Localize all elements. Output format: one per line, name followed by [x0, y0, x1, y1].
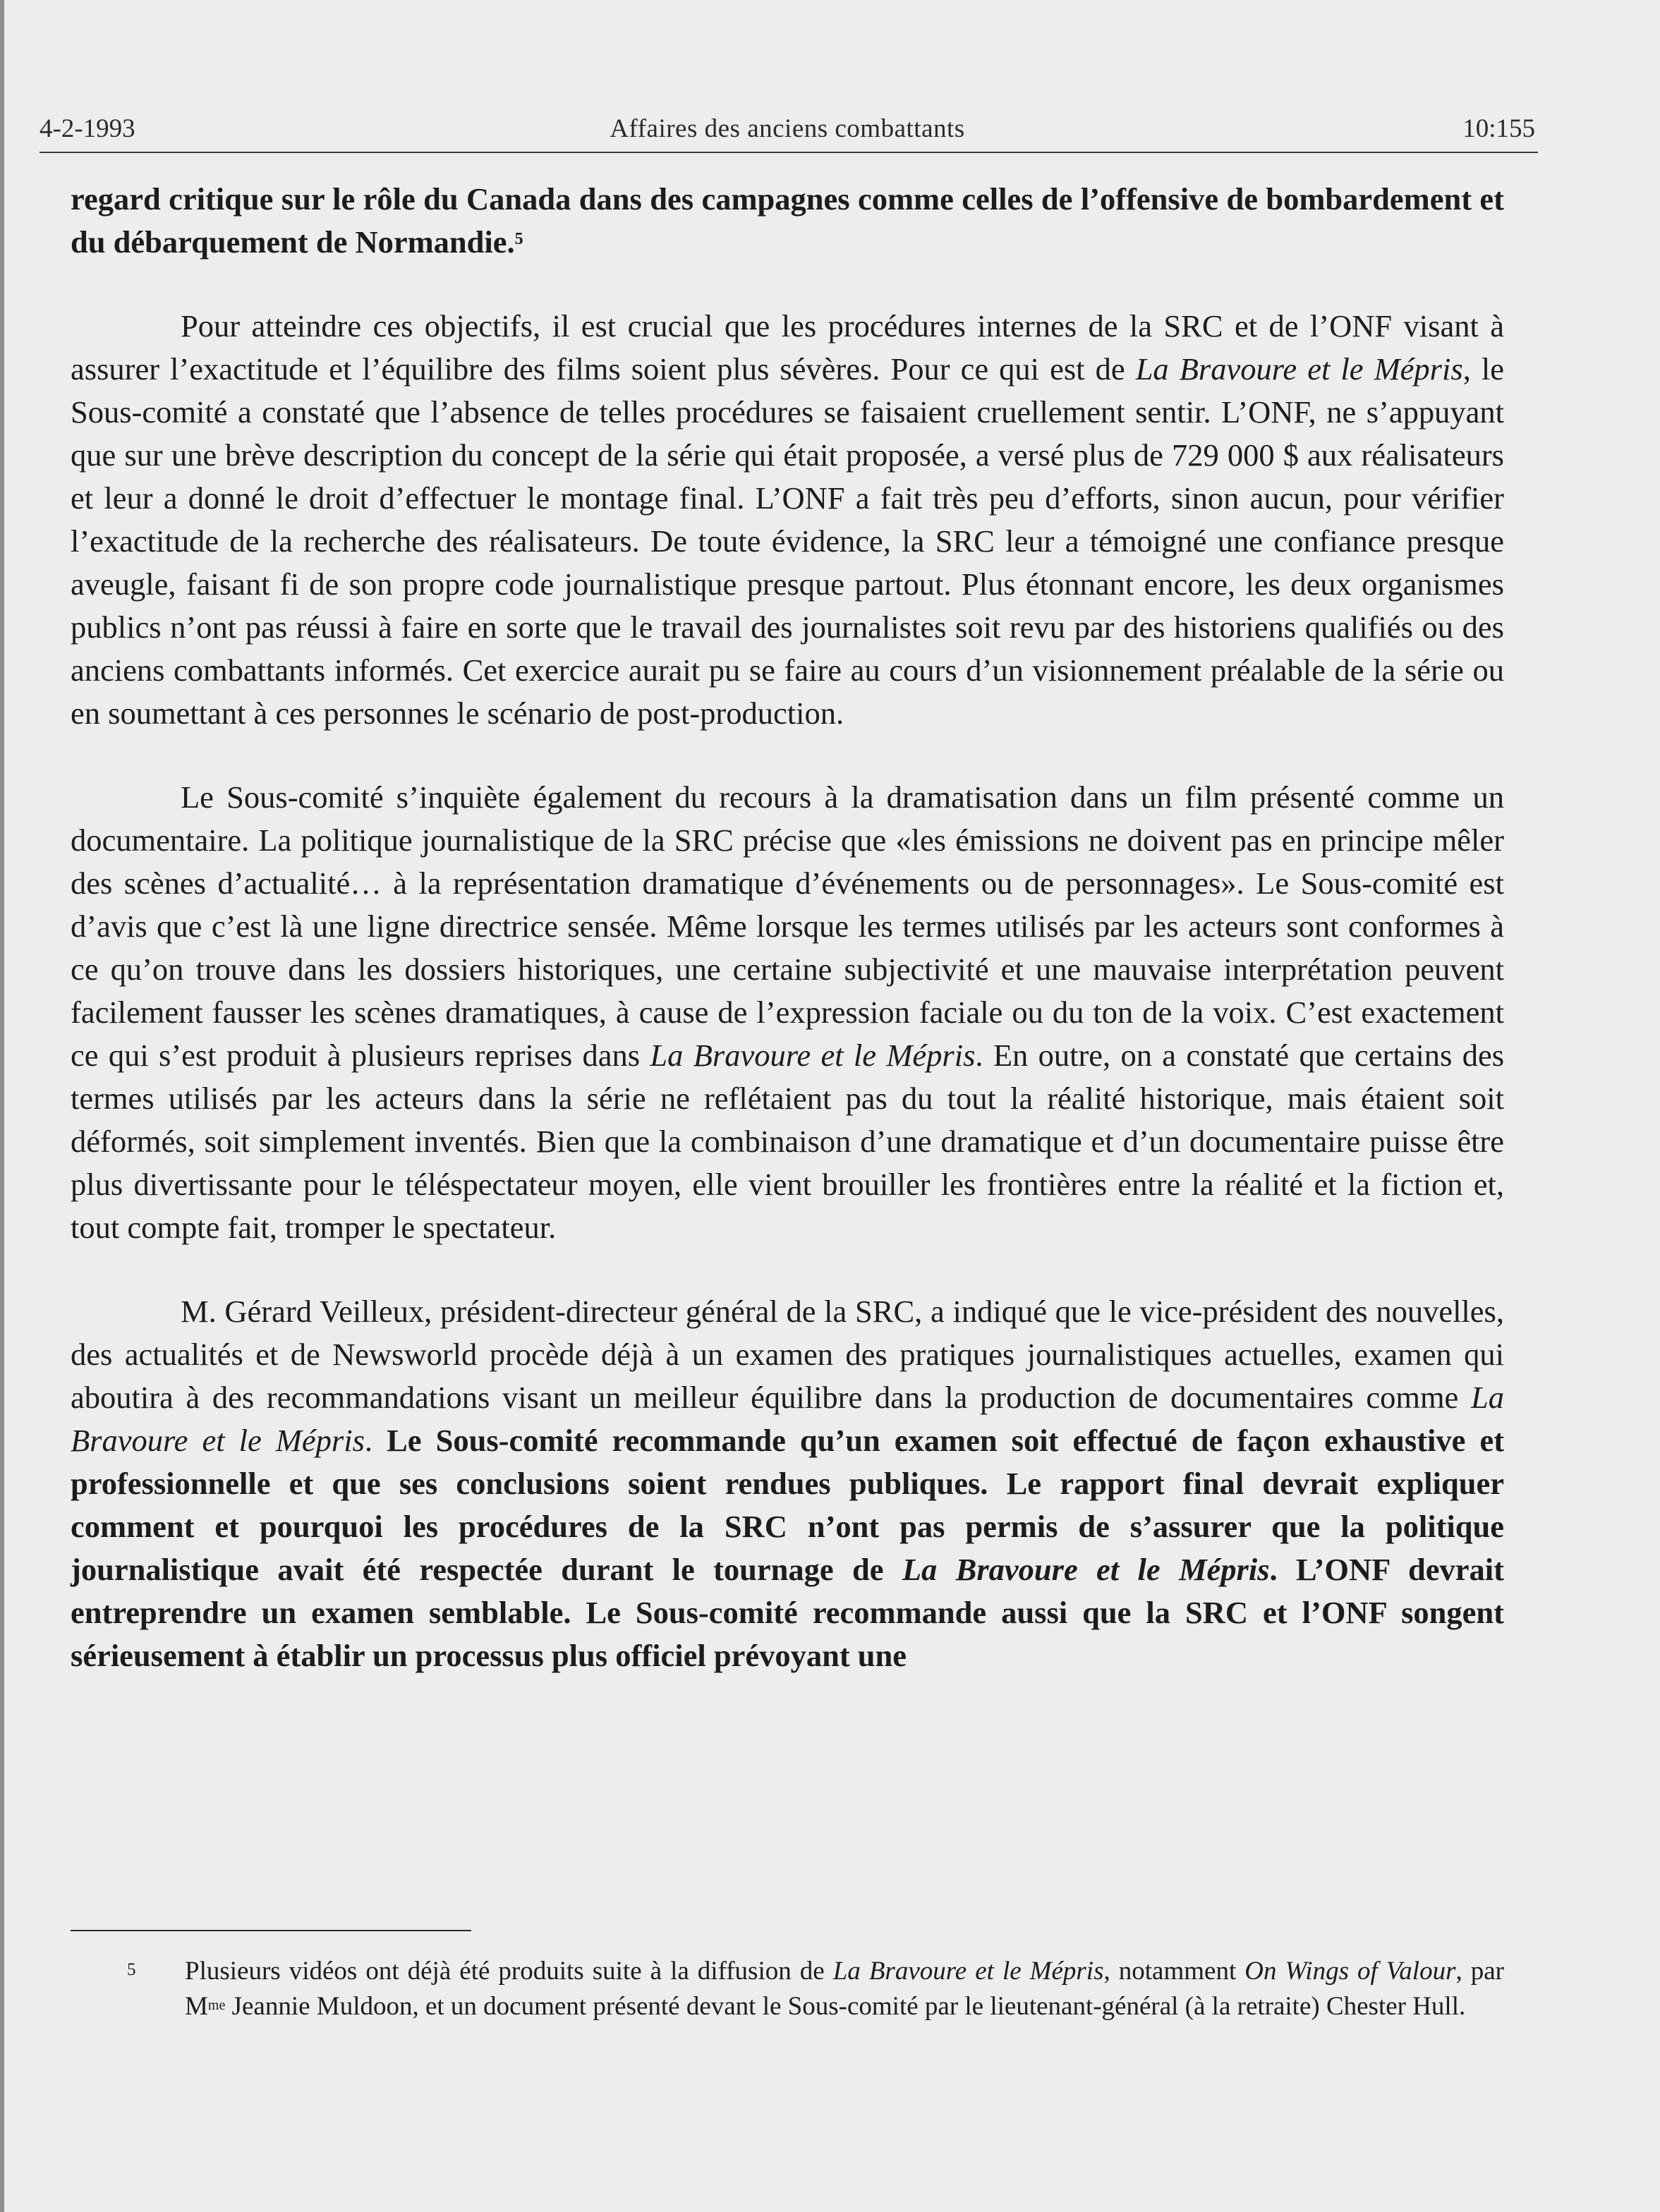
running-header	[40, 111, 1535, 147]
paragraph-recommendation	[71, 1290, 1504, 1677]
header-date: 4-2-1993	[40, 114, 135, 143]
footnote-text	[185, 1954, 1504, 2024]
paragraph-text: Le Sous-comité s’inquiète également du recours à la dramatisation dans un film présenté comme un documentaire. La politique journalistique de la SRC précise que «les émissions ne doivent pas en principe mêler des scènes d’actualité… à la représentation dramatique d’événements ou de personnages». Le Sous-comité est d’avis que c’est là une ligne directrice sensée. Même lorsque les termes utilisés par les acteurs sont conformes à ce qu’on trouve dans les dossiers historiques, une certaine subjectivité et une mauvaise interprétation peuvent facilement fausser les scènes dramatiques, à cause de l’expression faciale ou du ton de la voix. C’est exactement ce qui s’est produit à plusieurs reprises dans	[71, 779, 1504, 1073]
footnote-text-part: , notamment	[1103, 1957, 1245, 1986]
footnote-text-part: , par M	[185, 1957, 1505, 2021]
paragraph-text: , le Sous-comité a constaté que l’absence de telles procédures se faisaient cruellement sentir. L’ONF, ne s’appuyant que sur une brève description du concept de la série qui était proposée, a versé plus de 729 000 $ aux réalisateurs et leur a donné le droit d’effectuer le montage final. L’ONF a fait très peu d’efforts, sinon aucun, pour vérifier l’exactitude de la recherche des réalisateurs. De toute évidence, la SRC leur a témoigné une confiance presque aveugle, faisant fi de son propre code journalistique presque partout. Plus étonnant encore, les deux organismes publics n’ont pas réussi à faire en sorte que le travail des journalistes soit revu par des historiens qualifiés ou des anciens combattants informés. Cet exercice aurait pu se faire au cours d’un visionnement préalable de la série ou en soumettant à ces personnes le scénario de post-production.	[71, 351, 1504, 731]
film-title: La Bravoure et le Mépris	[1135, 351, 1463, 387]
header-title: Affaires des anciens combattants	[610, 114, 965, 143]
paragraph-text: .	[364, 1423, 387, 1458]
paragraph-text: . En outre, on a constaté que certains des termes utilisés par les acteurs dans la série ne reflétaient pas du tout la réalité historique, mais étaient soit déformés, soit simplement inventés. Bien que la combinaison d’une dramatique et d’un documentaire puisse être plus divertissante pour le téléspectateur moyen, elle vient brouiller les frontières entre la réalité et la fiction et, tout compte fait, tromper le spectateur.	[71, 1038, 1505, 1245]
paragraph-text: Pour atteindre ces objectifs, il est crucial que les procédures internes de la SRC et de l’ONF visant à assurer l’exactitude et l’équilibre des films soient plus sévères. Pour ce qui est de	[71, 308, 1504, 387]
body-text	[71, 178, 1504, 1718]
header-page-number: 10:155	[1462, 114, 1535, 143]
recommendation-text: . L’ONF devrait entreprendre un examen semblable. Le Sous-comité recommande aussi que la SRC et l’ONF songent sérieusement à établir un processus plus officiel prévoyant une	[71, 1552, 1504, 1673]
honorific-superscript: me	[207, 1998, 226, 2013]
film-title: La Bravoure et le Mépris	[832, 1957, 1104, 1986]
footnote-rule	[71, 1930, 471, 1931]
paragraph-text: regard critique sur le rôle du Canada dans des campagnes comme celles de l’offensive de bombardement et du débarquement de Normandie.	[71, 181, 1504, 260]
footnote-reference: 5	[514, 230, 523, 248]
scan-left-edge	[0, 0, 4, 2212]
film-title: La Bravoure et le Mépris	[902, 1552, 1270, 1587]
footnote-text-part: Plusieurs vidéos ont déjà été produits suite à la diffusion de	[185, 1957, 833, 1986]
video-title: On Wings of Valour	[1244, 1957, 1456, 1986]
paragraph-continued	[71, 178, 1504, 264]
footnote	[71, 1954, 1504, 2024]
film-title: La Bravoure et le Mépris	[650, 1038, 976, 1073]
footnote-text-part: Jeannie Muldoon, et un document présenté devant le Sous-comité par le lieutenant-général (à la retraite) Chester Hull.	[225, 1992, 1466, 2021]
recommendation-text: Le Sous-comité recommande qu’un examen soit effectué de façon exhaustive et professionnelle et que ses conclusions soient rendues publiques. Le rapport final devrait expliquer comment et pourquoi les procédures de la SRC n’ont pas permis de s’assurer que la politique journalistique avait été respectée durant le tournage de	[71, 1423, 1505, 1587]
paragraph-dramatisation	[71, 776, 1504, 1249]
paragraph-text: M. Gérard Veilleux, président-directeur général de la SRC, a indiqué que le vice-président des nouvelles, des actualités et de Newsworld procède déjà à un examen des pratiques journalistiques actuelles, examen qui aboutira à des recommandations visant un meilleur équilibre dans la production de documentaires comme	[71, 1294, 1504, 1415]
film-title: La Bravoure et le Mépris	[71, 1380, 1504, 1458]
header-rule	[40, 152, 1538, 153]
footnote-number: 5	[127, 1960, 136, 1979]
paragraph-procedures	[71, 305, 1504, 735]
